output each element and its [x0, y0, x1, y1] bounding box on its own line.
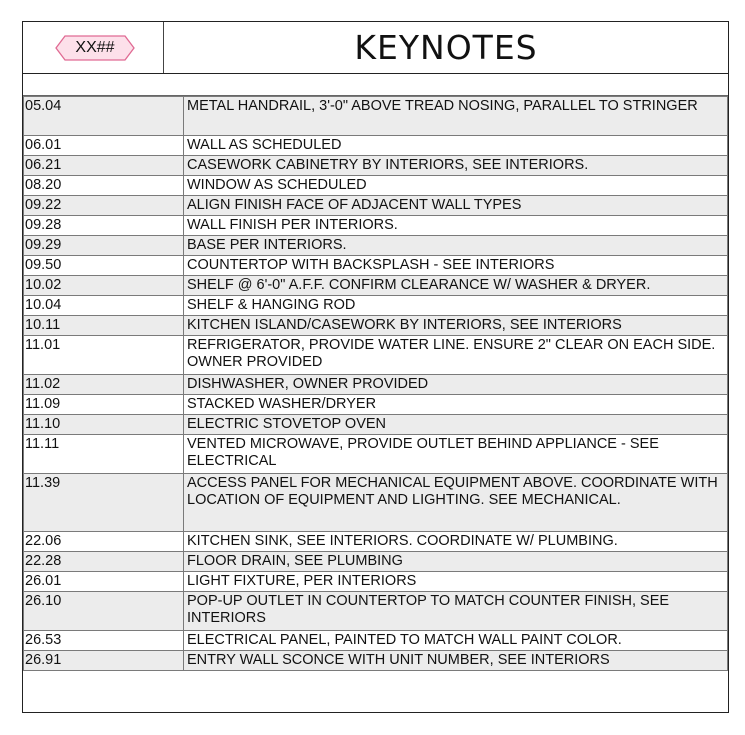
tag-label: XX##	[75, 39, 115, 56]
keynotes-table	[23, 96, 728, 671]
page-title: KEYNOTES	[354, 28, 538, 67]
table-row	[24, 156, 728, 176]
table-row	[24, 196, 728, 216]
keynote-code: 09.50	[24, 256, 184, 276]
table-row	[24, 236, 728, 256]
keynote-description: ACCESS PANEL FOR MECHANICAL EQUIPMENT ABOVE. COORDINATE WITH LOCATION OF EQUIPMENT AND LIGHTING. SEE MECHANICAL.	[184, 474, 728, 532]
keynote-description: ELECTRICAL PANEL, PAINTED TO MATCH WALL PAINT COLOR.	[184, 631, 728, 651]
keynote-description: WINDOW AS SCHEDULED	[184, 176, 728, 196]
keynote-description: WALL AS SCHEDULED	[184, 136, 728, 156]
keynote-code: 22.28	[24, 552, 184, 572]
keynote-description: DISHWASHER, OWNER PROVIDED	[184, 375, 728, 395]
keynote-code: 26.10	[24, 592, 184, 631]
table-row	[24, 592, 728, 631]
keynote-description: KITCHEN SINK, SEE INTERIORS. COORDINATE W/ PLUMBING.	[184, 532, 728, 552]
table-row	[24, 395, 728, 415]
keynote-code: 11.11	[24, 435, 184, 474]
table-row	[24, 296, 728, 316]
keynote-description: KITCHEN ISLAND/CASEWORK BY INTERIORS, SEE INTERIORS	[184, 316, 728, 336]
keynote-description: WALL FINISH PER INTERIORS.	[184, 216, 728, 236]
table-row	[24, 316, 728, 336]
keynote-description: BASE PER INTERIORS.	[184, 236, 728, 256]
tag-cell	[23, 22, 164, 73]
table-row	[24, 435, 728, 474]
keynote-code: 08.20	[24, 176, 184, 196]
keynote-description: SHELF & HANGING ROD	[184, 296, 728, 316]
keynote-code: 06.01	[24, 136, 184, 156]
table-row	[24, 572, 728, 592]
keynote-description: COUNTERTOP WITH BACKSPLASH - SEE INTERIORS	[184, 256, 728, 276]
header-spacer-row	[23, 74, 728, 96]
table-row	[24, 474, 728, 532]
keynote-tag	[55, 35, 135, 61]
keynote-code: 09.29	[24, 236, 184, 256]
keynote-code: 11.10	[24, 415, 184, 435]
keynote-code: 09.28	[24, 216, 184, 236]
keynote-code: 11.01	[24, 336, 184, 375]
keynote-code: 22.06	[24, 532, 184, 552]
keynote-code: 11.02	[24, 375, 184, 395]
keynote-description: METAL HANDRAIL, 3'-0" ABOVE TREAD NOSING, PARALLEL TO STRINGER	[184, 97, 728, 136]
keynotes-sheet	[22, 21, 729, 713]
table-row	[24, 336, 728, 375]
keynote-code: 26.53	[24, 631, 184, 651]
keynote-description: REFRIGERATOR, PROVIDE WATER LINE. ENSURE 2" CLEAR ON EACH SIDE. OWNER PROVIDED	[184, 336, 728, 375]
keynote-description: CASEWORK CABINETRY BY INTERIORS, SEE INTERIORS.	[184, 156, 728, 176]
keynote-description: FLOOR DRAIN, SEE PLUMBING	[184, 552, 728, 572]
table-row	[24, 375, 728, 395]
table-row	[24, 651, 728, 671]
keynote-code: 11.39	[24, 474, 184, 532]
keynote-code: 26.91	[24, 651, 184, 671]
table-row	[24, 216, 728, 236]
keynotes-header	[23, 22, 728, 74]
table-row	[24, 631, 728, 651]
table-row	[24, 256, 728, 276]
keynote-description: ALIGN FINISH FACE OF ADJACENT WALL TYPES	[184, 196, 728, 216]
keynote-description: STACKED WASHER/DRYER	[184, 395, 728, 415]
table-row	[24, 136, 728, 156]
table-row	[24, 276, 728, 296]
keynote-code: 10.11	[24, 316, 184, 336]
table-row	[24, 415, 728, 435]
keynote-code: 05.04	[24, 97, 184, 136]
keynote-code: 26.01	[24, 572, 184, 592]
keynote-description: LIGHT FIXTURE, PER INTERIORS	[184, 572, 728, 592]
keynote-code: 09.22	[24, 196, 184, 216]
table-row	[24, 532, 728, 552]
keynote-description: ELECTRIC STOVETOP OVEN	[184, 415, 728, 435]
table-row	[24, 97, 728, 136]
keynote-description: ENTRY WALL SCONCE WITH UNIT NUMBER, SEE INTERIORS	[184, 651, 728, 671]
keynote-description: VENTED MICROWAVE, PROVIDE OUTLET BEHIND APPLIANCE - SEE ELECTRICAL	[184, 435, 728, 474]
keynote-description: SHELF @ 6'-0" A.F.F. CONFIRM CLEARANCE W/ WASHER & DRYER.	[184, 276, 728, 296]
table-row	[24, 176, 728, 196]
keynote-code: 06.21	[24, 156, 184, 176]
keynote-code: 11.09	[24, 395, 184, 415]
keynote-code: 10.02	[24, 276, 184, 296]
keynote-code: 10.04	[24, 296, 184, 316]
keynote-description: POP-UP OUTLET IN COUNTERTOP TO MATCH COUNTER FINISH, SEE INTERIORS	[184, 592, 728, 631]
table-row	[24, 552, 728, 572]
